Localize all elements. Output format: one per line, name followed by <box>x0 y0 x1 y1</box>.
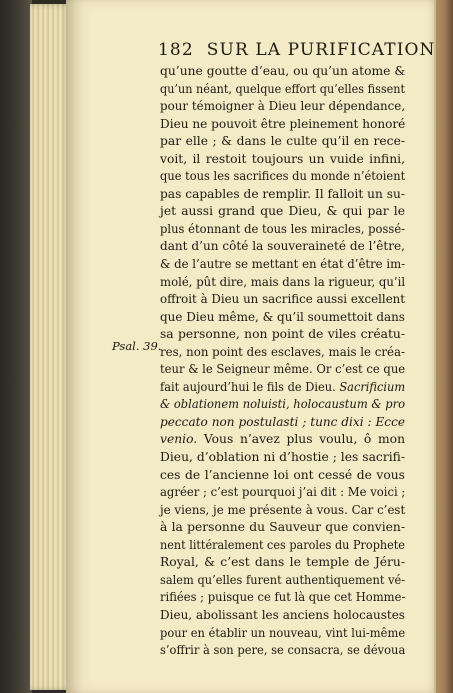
page-stack-edge <box>30 4 70 690</box>
text-line: Royal, & c’est dans le temple de Jéru- <box>160 555 405 570</box>
text-line <box>160 414 405 432</box>
margin-reference: Psal. 39. <box>112 339 162 353</box>
text-line: je viens, je me présente à vous. Car c’est <box>160 502 406 517</box>
text-line: s’offrir à son pere, se consacra, se dévoua <box>160 643 406 658</box>
text-line: jet aussi grand que Dieu, & qui par le <box>160 204 405 219</box>
page-number: 182 <box>158 40 194 60</box>
running-title: SUR LA PURIFICATION <box>206 40 436 60</box>
text-line: pas capables de remplir. Il falloit un su- <box>160 186 406 201</box>
text-line: agréer ; c’est pourquoi j’ai dit : Me voici ; <box>160 485 406 500</box>
text-line: salem qu’elles furent authentiquement vé- <box>160 572 406 587</box>
text-line: Dieu, abolissant les anciens holocaustes <box>160 607 405 622</box>
text-line: plus étonnant de tous les miracles, possé- <box>160 221 406 236</box>
text-line: dant d’un côté la souveraineté de l’être, <box>160 239 405 254</box>
text-line <box>160 396 405 414</box>
latin-quote: peccato non postulasti ; tunc dixi : Ecce <box>160 414 406 429</box>
text-line: voit, il restoit toujours un vuide infini, <box>160 151 405 166</box>
text-line: qu’un néant, quelque effort qu’elles fissent <box>160 81 406 96</box>
text-line: Dieu, d’oblation ni d’hostie ; les sacrifi- <box>160 450 405 465</box>
text-line: qu’une goutte d’eau, ou qu’un atome & <box>160 64 406 78</box>
text-line: pour en établir un nouveau, vint lui-même <box>160 625 406 640</box>
text-line: que Dieu même, & qu’il soumettoit dans <box>160 309 405 324</box>
text-line: molé, pût dire, mais dans la rigueur, qu’il <box>160 274 406 289</box>
text-line: rifiées ; puisque ce fut là que cet Homme- <box>160 590 406 605</box>
text-line: ces de l’ancienne loi ont cessé de vous <box>160 467 405 482</box>
text-line: à la personne du Sauveur que convien- <box>160 520 405 535</box>
book-cover-edge <box>0 0 32 693</box>
text-line: par elle ; & dans le culte qu’il en rece- <box>160 134 405 149</box>
running-header <box>158 40 436 60</box>
text-line: & de l’autre se mettant en état d’être im- <box>160 257 406 272</box>
text-line: res, non point des esclaves, mais le créa- <box>160 344 405 359</box>
text-line: fait aujourd’hui le fils de Dieu. Sacrificium <box>160 379 406 394</box>
text-line: teur & le Seigneur même. Or c’est ce que <box>160 362 406 377</box>
latin-quote: & oblationem noluisti, holocaustum & pro <box>160 397 406 412</box>
latin-quote: Sacrificium <box>339 379 406 394</box>
text-line: pour témoigner à Dieu leur dépendance, <box>160 99 406 114</box>
text-line: venio. Vous n’avez plus voulu, ô mon <box>160 432 405 447</box>
text-line: sa personne, non point de viles créatu- <box>160 327 405 342</box>
body-text <box>160 63 405 660</box>
bookmark-ribbon <box>436 0 453 693</box>
text-line: Dieu ne pouvoit être pleinement honoré <box>160 116 406 131</box>
text-line: offroit à Dieu un sacrifice aussi excellent <box>160 292 406 307</box>
latin-quote: venio. <box>160 432 198 447</box>
text-line: que tous les sacrifices du monde n’étoient <box>160 169 406 184</box>
text-line: nent littéralement ces paroles du Prophete <box>160 537 405 552</box>
